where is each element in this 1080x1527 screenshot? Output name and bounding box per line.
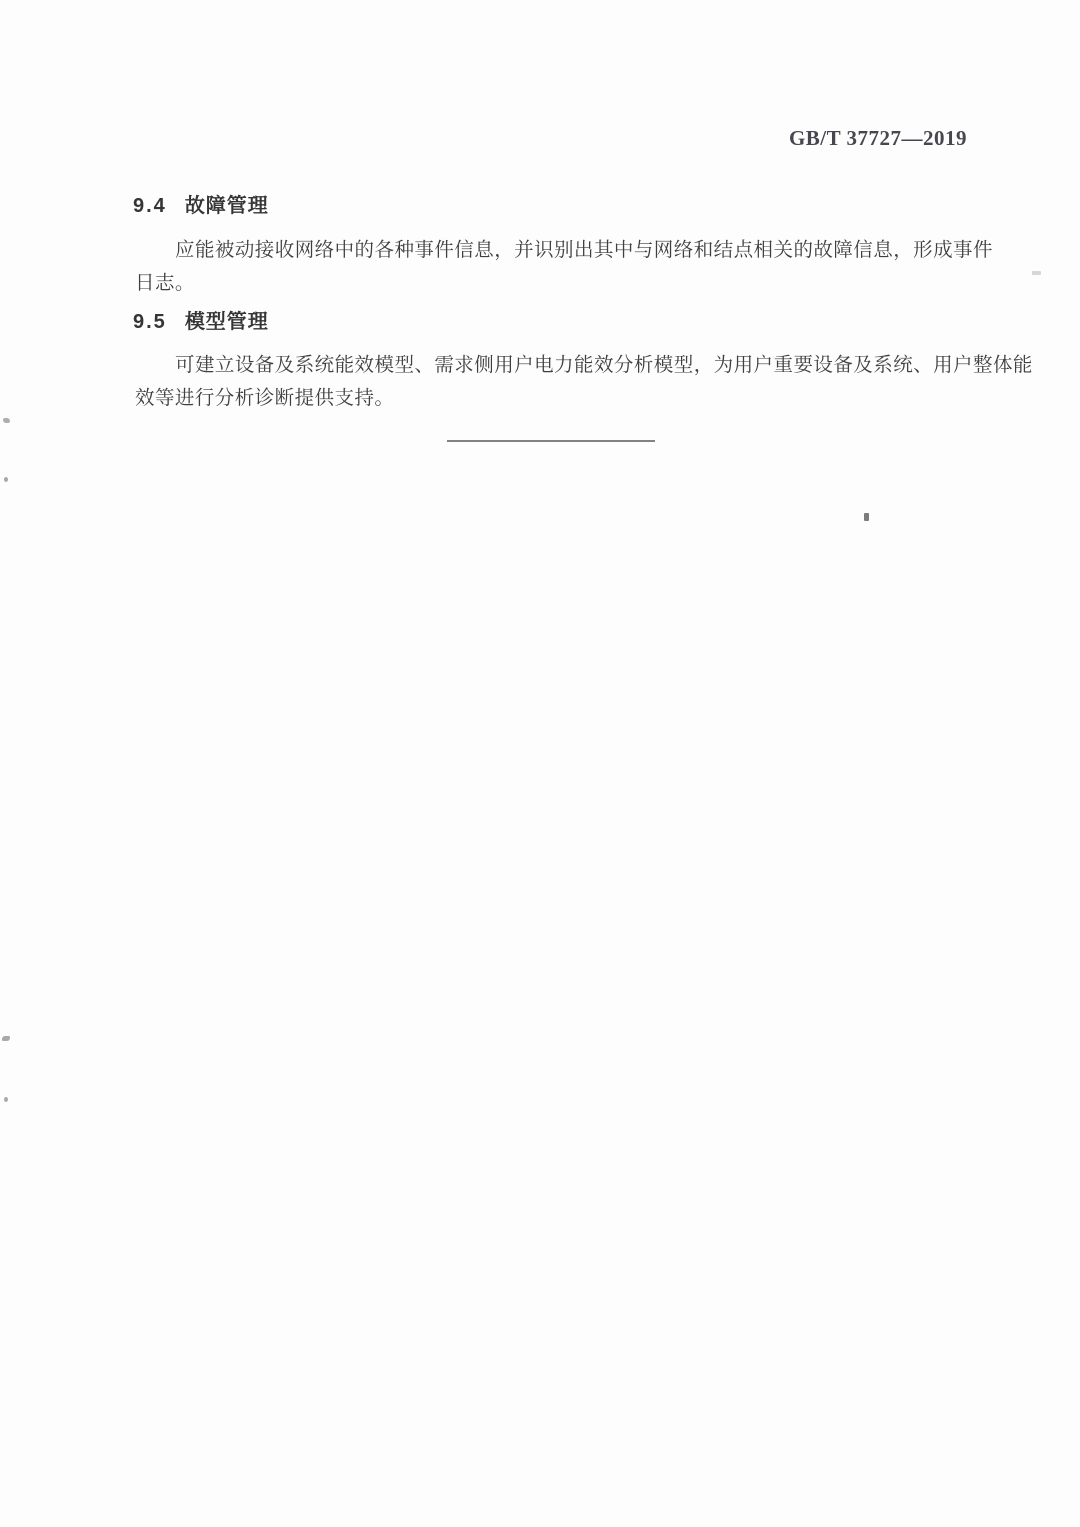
scan-artifact bbox=[4, 1097, 8, 1102]
scan-artifact bbox=[3, 418, 10, 423]
section-title: 模型管理 bbox=[184, 311, 269, 333]
scan-artifact bbox=[2, 1036, 10, 1041]
scan-artifact bbox=[1032, 271, 1041, 275]
scan-artifact bbox=[4, 477, 8, 482]
section-heading-9-5 bbox=[133, 305, 269, 334]
scan-artifact bbox=[864, 513, 869, 521]
paragraph-line: 可建立设备及系统能效模型、需求侧用户电力能效分析模型，为用户重要设备及系统、用户整体能 bbox=[175, 355, 1033, 376]
section-number: 9.4 bbox=[133, 195, 167, 217]
paragraph-line: 应能被动接收网络中的各种事件信息，并识别出其中与网络和结点相关的故障信息，形成事件 bbox=[175, 240, 993, 261]
paragraph-line: 日志。 bbox=[135, 273, 195, 294]
section-number: 9.5 bbox=[133, 311, 167, 333]
standard-code-header: GB/T 37727—2019 bbox=[788, 126, 967, 150]
paragraph-line: 效等进行分析诊断提供支持。 bbox=[135, 388, 395, 409]
section-title: 故障管理 bbox=[184, 195, 269, 217]
section-heading-9-4 bbox=[133, 189, 269, 218]
document-end-divider bbox=[447, 440, 655, 442]
